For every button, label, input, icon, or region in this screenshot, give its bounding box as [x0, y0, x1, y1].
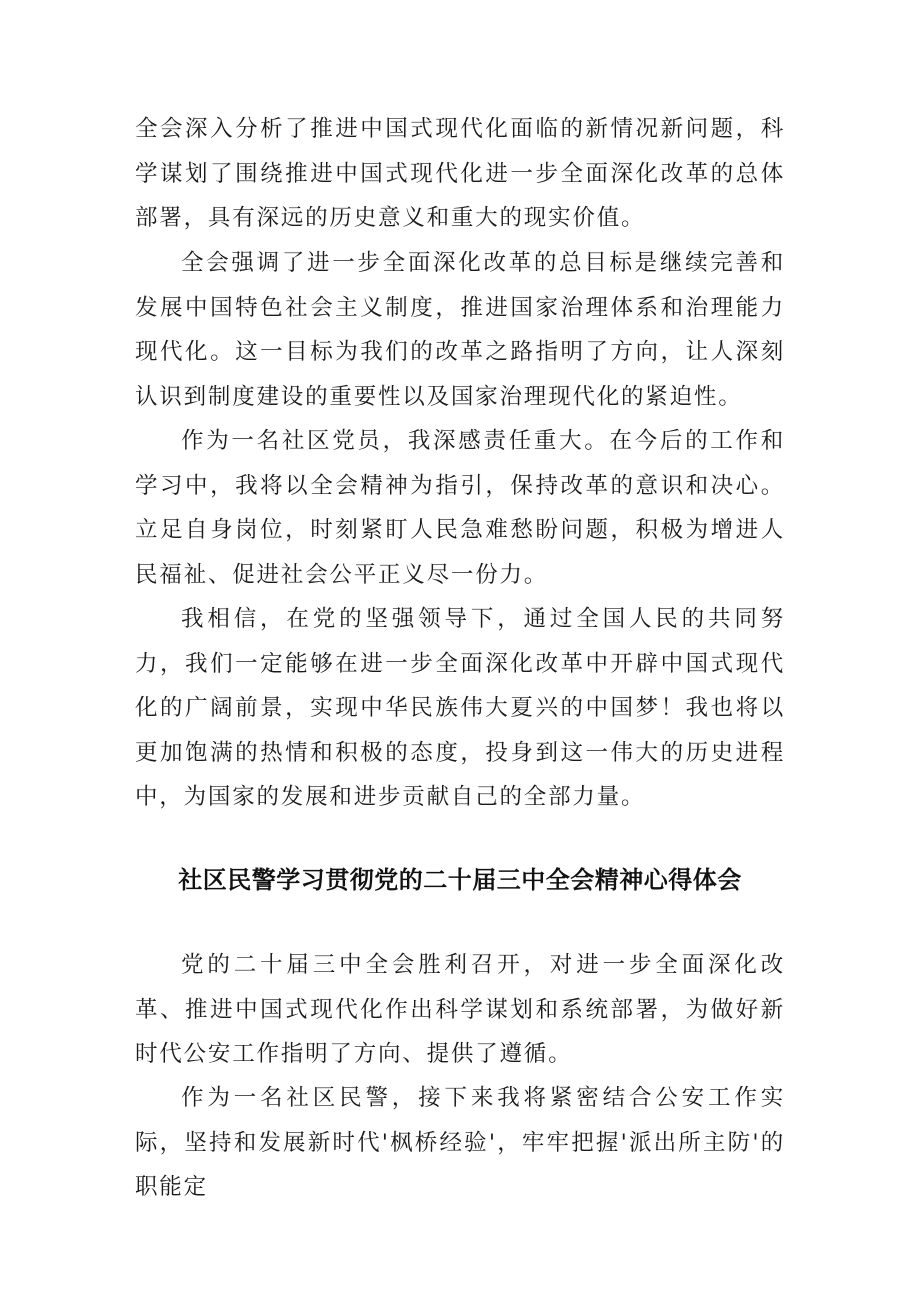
- paragraph-4: 我相信，在党的坚强领导下，通过全国人民的共同努力，我们一定能够在进一步全面深化改革中开辟中国式现代化的广阔前景，实现中华民族伟大夏兴的中国梦！我也将以更加饱满的热情和积极的态度，投身到这一伟大的历史进程中，为国家的发展和进步贡献自己的全部力量。: [135, 606, 785, 810]
- paragraph-2: 全会强调了进一步全面深化改革的总目标是继续完善和发展中国特色社会主义制度，推进国家治理体系和治理能力现代化。这一目标为我们的改革之路指明了方向，让人深刻认识到制度建设的重要性以及国家治理现代化的紧迫性。: [135, 250, 785, 410]
- paragraph-5: 党的二十届三中全会胜利召开，对进一步全面深化改革、推进中国式现代化作出科学谋划和系统部署，为做好新时代公安工作指明了方向、提供了遵循。: [135, 952, 785, 1067]
- paragraph-3: 作为一名社区党员，我深感责任重大。在今后的工作和学习中，我将以全会精神为指引，保持改革的意识和决心。立足自身岗位，时刻紧盯人民急难愁盼问题，积极为增进人民福祉、促进社会公平正义尽一份力。: [135, 428, 785, 588]
- paragraph-6: 作为一名社区民警，接下来我将紧密结合公安工作实际，坚持和发展新时代'枫桥经验'，牢牢把握'派出所主防'的职能定: [135, 1085, 785, 1200]
- section-title: 社区民警学习贯彻党的二十届三中全会精神心得体会: [178, 866, 742, 894]
- paragraph-1: 全会深入分析了推进中国式现代化面临的新情况新问题，科学谋划了围绕推进中国式现代化进一步全面深化改革的总体部署，具有深远的历史意义和重大的现实价值。: [135, 116, 785, 231]
